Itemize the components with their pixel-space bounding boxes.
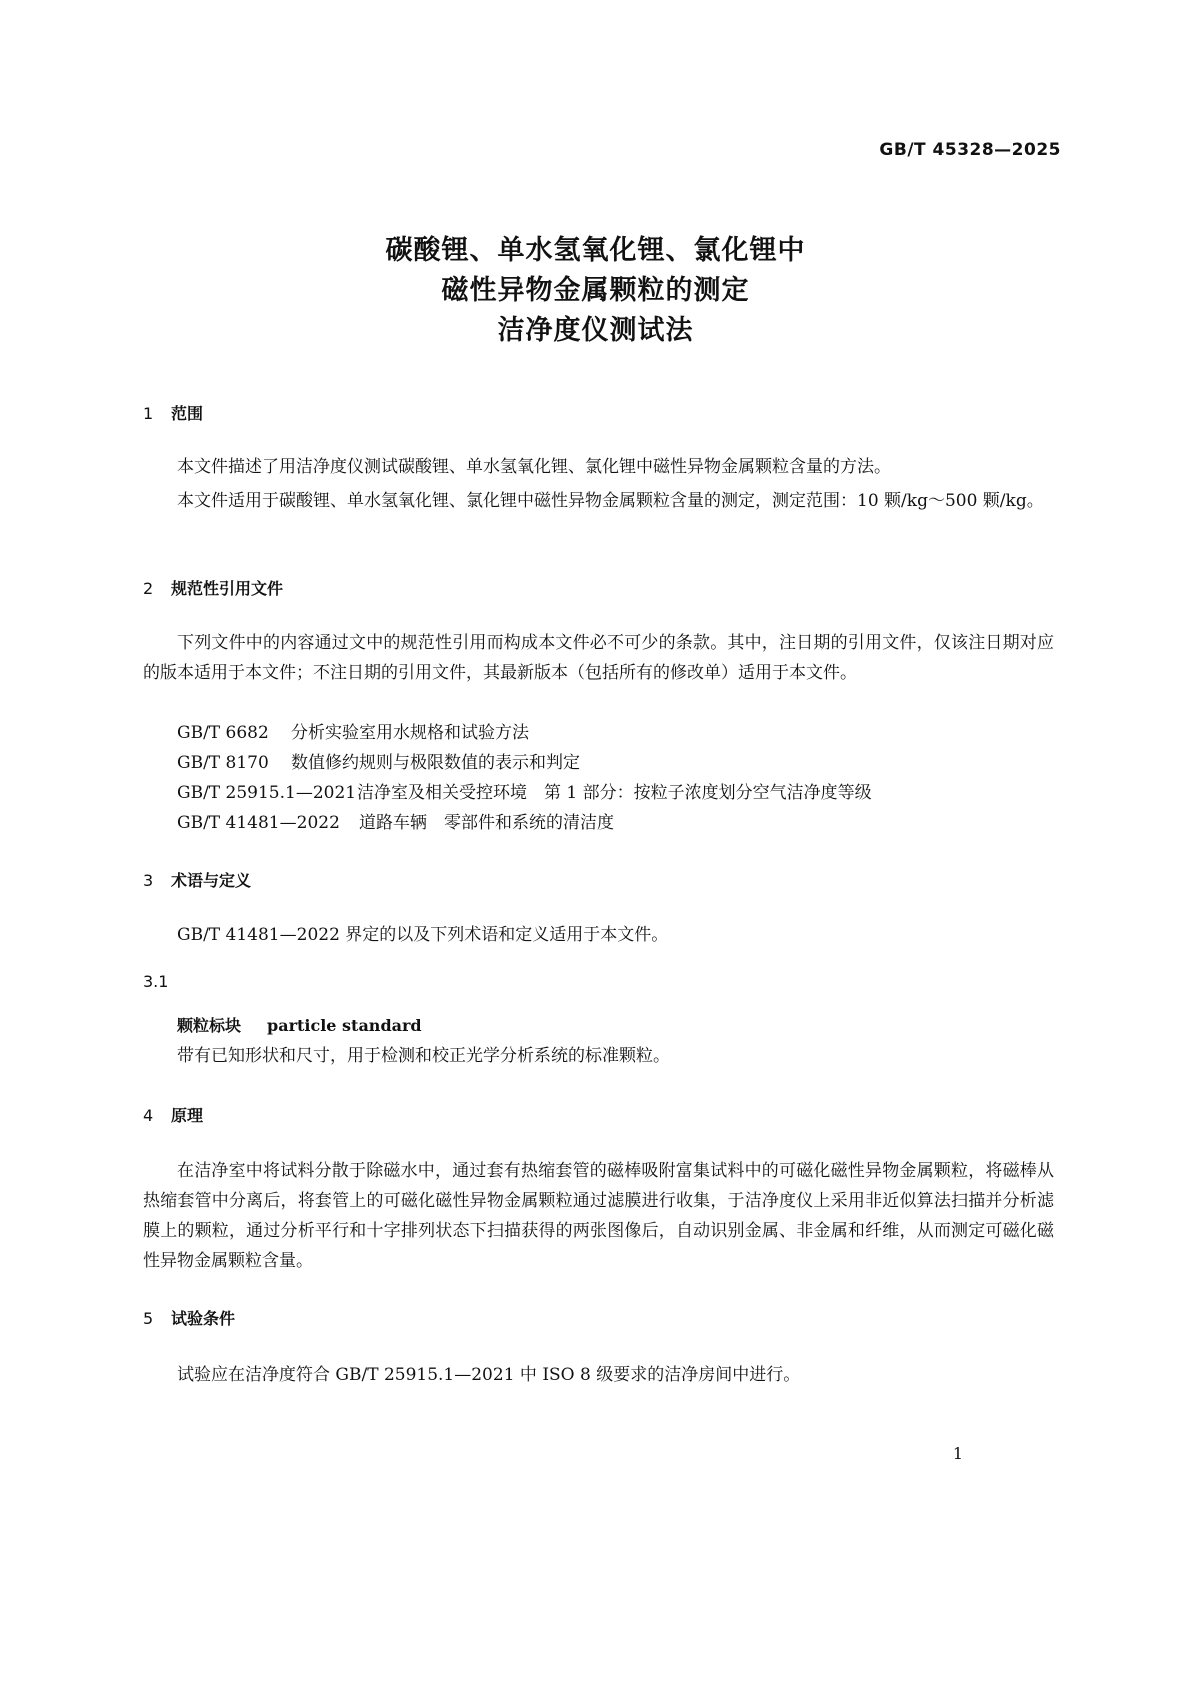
term-entry [177, 1013, 422, 1036]
section-4-title: 原理 [171, 1106, 204, 1125]
section-1-number: 1 [143, 404, 154, 423]
reference-title: 数值修约规则与极限数值的表示和判定 [291, 753, 580, 773]
term-english: particle standard [267, 1016, 422, 1035]
reference-title: 分析实验室用水规格和试验方法 [291, 723, 529, 743]
page-number: 1 [952, 1444, 963, 1463]
document-title-line-2: 磁性异物金属颗粒的测定 [441, 275, 750, 306]
subsection-3-1-number: 3.1 [143, 972, 169, 991]
normative-reference-3 [177, 778, 872, 803]
section-2-heading [143, 576, 283, 599]
section-3-heading [143, 868, 251, 891]
section-1-paragraph-1: 本文件描述了用洁净度仪测试碳酸锂、单水氢氧化锂、氯化锂中磁性异物金属颗粒含量的方法。 [177, 457, 891, 477]
section-1-title: 范围 [171, 404, 204, 423]
document-title-line-3: 洁净度仪测试法 [497, 315, 694, 346]
reference-code: GB/T 25915.1—2021 [177, 783, 357, 803]
normative-reference-4 [177, 808, 614, 833]
section-2-number: 2 [143, 579, 154, 598]
section-2-paragraph-1: 下列文件中的内容通过文中的规范性引用而构成本文件必不可少的条款。其中，注日期的引用文件，仅该注日期对应的版本适用于本文件；不注日期的引用文件，其最新版本（包括所有的修改单）适用于本文件。 [143, 633, 1054, 683]
section-3-paragraph-1: GB/T 41481—2022 界定的以及下列术语和定义适用于本文件。 [177, 925, 669, 945]
section-1-heading [143, 401, 203, 424]
normative-reference-1 [177, 718, 529, 743]
standard-number: GB/T 45328—2025 [879, 140, 1061, 160]
term-chinese: 颗粒标块 [177, 1016, 242, 1035]
normative-reference-2 [177, 748, 580, 773]
section-4-heading [143, 1103, 203, 1126]
section-2-title: 规范性引用文件 [171, 579, 284, 598]
term-definition: 带有已知形状和尺寸，用于检测和校正光学分析系统的标准颗粒。 [177, 1046, 670, 1066]
section-1-paragraph-2: 本文件适用于碳酸锂、单水氢氧化锂、氯化锂中磁性异物金属颗粒含量的测定，测定范围：10 颗/kg～500 颗/kg。 [177, 491, 1044, 511]
section-5-number: 5 [143, 1309, 154, 1328]
section-3-title: 术语与定义 [171, 871, 252, 890]
reference-title: 道路车辆 零部件和系统的清洁度 [359, 813, 614, 833]
reference-code: GB/T 6682 [177, 723, 269, 743]
document-title-line-1: 碳酸锂、单水氢氧化锂、氯化锂中 [385, 235, 806, 266]
reference-title: 洁净室及相关受控环境 第 1 部分：按粒子浓度划分空气洁净度等级 [357, 783, 872, 803]
section-4-number: 4 [143, 1106, 154, 1125]
section-3-number: 3 [143, 871, 154, 890]
reference-code: GB/T 8170 [177, 753, 269, 773]
section-4-paragraph-1: 在洁净室中将试料分散于除磁水中，通过套有热缩套管的磁棒吸附富集试料中的可磁化磁性异物金属颗粒，将磁棒从热缩套管中分离后，将套管上的可磁化磁性异物金属颗粒通过滤膜进行收集，于洁净度仪上采用非近似算法扫描并分析滤膜上的颗粒，通过分析平行和十字排列状态下扫描获得的两张图像后，自动识别金属、非金属和纤维，从而测定可磁化磁性异物金属颗粒含量。 [143, 1161, 1054, 1271]
reference-code: GB/T 41481—2022 [177, 813, 340, 833]
section-5-paragraph-1: 试验应在洁净度符合 GB/T 25915.1—2021 中 ISO 8 级要求的洁净房间中进行。 [177, 1365, 801, 1385]
section-5-heading [143, 1306, 235, 1329]
section-5-title: 试验条件 [171, 1309, 236, 1328]
